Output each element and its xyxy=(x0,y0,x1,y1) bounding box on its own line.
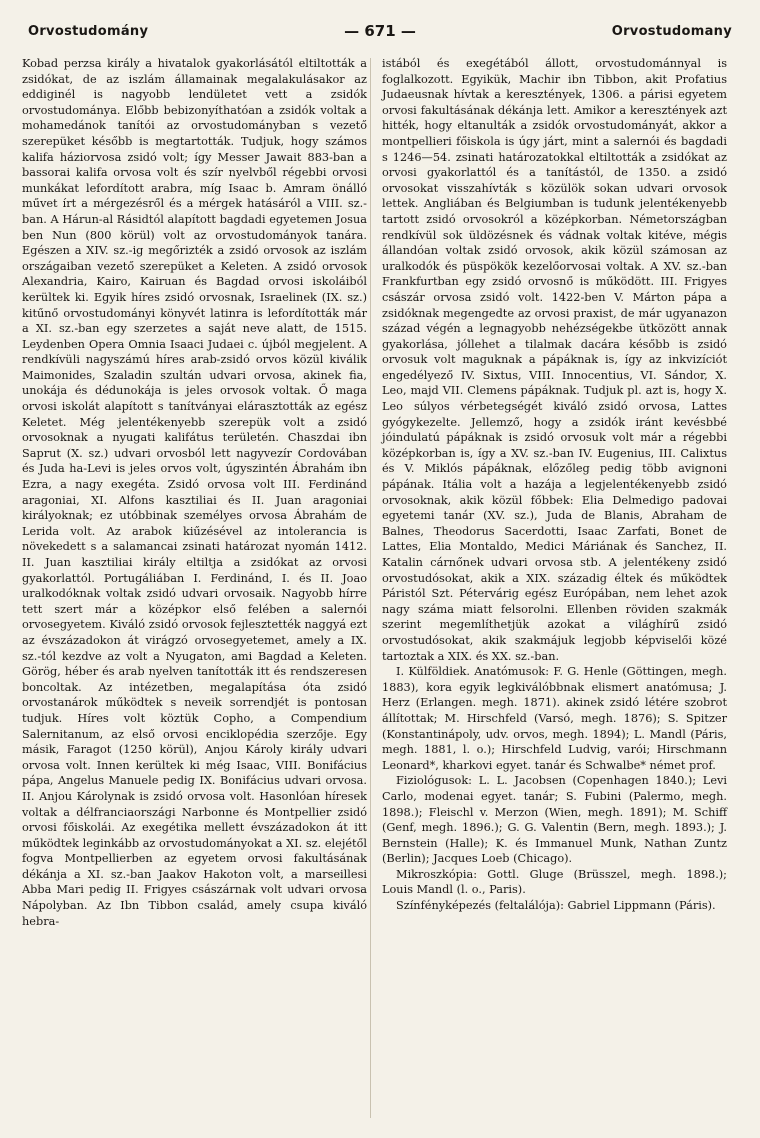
paragraph: Fiziológusok: L. L. Jacobsen (Copenhagen 1840.); Levi Carlo, modenai egyet. tanár; S. Fubini (Palermo, megh. 1898.); Fleischl v. Merzon (Wien, megh. 1891); M. Schiff (Genf, megh. 1896.); G. G. Valentin (Bern, megh. 1893.); J. Bernstein (Halle); K. és Immanuel Munk, Nathan Zuntz (Berlin); Jacques Loeb (Chicago). xyxy=(382,774,727,866)
running-head-left: Orvostudomány xyxy=(28,24,149,39)
paragraph: I. Külföldiek. Anatómusok: F. G. Henle (Göttingen, megh. 1883), kora egyik legkiválóbbnak elismert anatómusa; J. Herz (Erlangen. megh. 1871). akinek zsidó létére szobrot állítottak; M. Hirschfeld (Varsó, megh. 1876); S. Spitzer (Konstantinápoly, udv. orvos, megh. 1894); L. Mandl (Páris, megh. 1881, l. o.); Hirschfeld Ludvig, varói; Hirschmann Leonard*, kharkovi egyet. tanár és Schwalbe* német prof. xyxy=(382,665,727,772)
running-head-right: Orvostudomany xyxy=(611,24,732,39)
left-column xyxy=(22,56,367,929)
paragraph: Mikroszkópia: Gottl. Gluge (Brüsszel, megh. 1898.); Louis Mandl (l. o., Paris). xyxy=(382,867,727,897)
paragraph: istából és exegétából állott, orvostudománnyal is foglalkozott. Egyikük, Machir ibn Tibbon, akit Profatius Judaeusnak hívtak a keresztények, 1306. a párisi egyetem orvosi fakultásának dékánja lett. Amikor a keresztények azt hitték, hogy eltanulták a zsidók orvostudományát, akkor a montpellieri főiskola is úgy járt, mint a salernói és bagdadi s 1246—54. zsinati határozatokkal eltiltották a zsidókat az orvosi gyakorlattól és a tanítástól, de 1350. a zsidó orvosokat visszahívták s közülök sokan udvari orvosok lettek. Angliában és Belgiumban is tudunk jelentékenyebb tartott zsidó orvosokról a középkorban. Németországban rendkívül sok üldözésnek és vádnak voltak kitéve, mégis állandóan voltak zsidó orvosok, akik közül számosan az uralkodók és püspökök kezelőorvosai voltak. A XV. sz.-ban Frankfurtban egy zsidó orvosnő is működött. III. Frigyes császár orvosa zsidó volt. 1422-ben V. Márton pápa a zsidóknak megengedte az orvosi praxist, de már ugyanazon század végén a legnagyobb nehézségekbe ütközött annak gyakorlása, jóllehet a tilalmak dacára később is zsidó orvosuk volt maguknak a pápáknak is, így az inkvizíciót engedélyező IV. Sixtus, VIII. Innocentius, VI. Sándor, X. Leo, majd VII. Clemens pápáknak. Tudjuk pl. azt is, hogy X. Leo súlyos vérbetegségét kiváló zsidó orvosa, Lattes gyógykezelte. Jellemző, hogy a zsidók iránt kevésbbé jóindulatú pápáknak is zsidó orvosuk volt már a régebbi középkorban is, így a XV. sz.-ban IV. Eugenius, III. Calixtus és V. Miklós pápáknak, előzőleg pedig több avignoni pápának. Itália volt a hazája a legjelentékenyebb zsidó orvosoknak, akik közül főbbek: Elia Delmedigo padovai egyetemi tanár (XV. sz.), Juda de Blanis, Abraham de Balnes, Theodorus Sacerdotti, Isaac Zarfati, Bonet de Lattes, Elia Montaldo, Medici Máriának és Sanchez, II. Katalin cárnőnek udvari orvosa stb. A jelentékeny zsidó orvostudósokat, akik a XIX. századig éltek és működtek Páristól Szt. Pétervárig egész Európában, nem lehet azok nagy száma miatt felsorolni. Ellenben röviden szakmák szerint megemlíthetjük azokat a világhírű zsidó orvostudósokat, akik szakmájuk legjobb képviselői közé tartoztak a XIX. és XX. sz.-ban. xyxy=(382,57,727,663)
page-number: — 671 — xyxy=(344,22,416,40)
paragraph: Színfényképezés (feltalálója): Gabriel Lippmann (Páris). xyxy=(396,899,716,913)
column-divider xyxy=(370,58,371,1118)
page-header xyxy=(28,22,732,44)
right-column xyxy=(382,56,727,914)
paragraph: Kobad perzsa király a hivatalok gyakorlásától eltiltották a zsidókat, de az iszlám államainak megalakulásakor az eddiginél is nagyobb lendületet vett a zsidók orvostudománya. Előbb bebizonyíthatóan a zsidók voltak a mohamedánok tanítói az orvostudományban s vezető szerepüket később is megtartották. Tudjuk, hogy számos kalifa háziorvosa zsidó volt; így Messer Jawait 883-ban a bassorai kalifa orvosa volt és szír nyelvből régebbi orvosi munkákat lefordított arabra, míg Isaac b. Amram önálló művet írt a mérgezésről és a mérgek hatásáról a VIII. sz.-ban. A Hárun-al Rásidtól alapított bagdadi egyetemen Josua ben Nun (800 körül) volt az orvostudományok tanára. Egészen a XIV. sz.-ig megőrizték a zsidó orvosok az iszlám országaiban vezető szerepüket a Keleten. A zsidó orvosok Alexandria, Kairo, Kairuan és Bagdad orvosi iskoláiból kerültek ki. Egyik híres zsidó orvosnak, Israelinek (IX. sz.) kitűnő orvostudományi könyvét latinra is lefordították már a XI. sz.-ban egy szerzetes a saját neve alatt, de 1515. Leydenben Opera Omnia Isaaci Judaei c. újból megjelent. A rendkívüli nagyszámú híres arab-zsidó orvos közül kiválik Maimonides, Szaladin szultán udvari orvosa, akinek fia, unokája és dédunokája is jeles orvosok voltak. Ő maga orvosi iskolát alapított s tanítványai elárasztották az egész Keletet. Még jelentékenyebb szerepük volt a zsidó orvosoknak a nyugati kalifátus területén. Chaszdai ibn Saprut (X. sz.) udvari orvosból lett nagyvezír Cordovában és Juda ha-Levi is jeles orvos volt, úgyszintén Ábrahám ibn Ezra, a nagy exegéta. Zsidó orvosa volt III. Ferdinánd aragoniai, XI. Alfons kasztiliai és II. Juan aragoniai királyoknak; ez utóbbinak személyes orvosa Ábrahám de Lerida volt. Az arabok kiűzésével az intolerancia is növekedett s a salamancai zsinati határozat nyomán 1412. II. Juan kasztiliai király eltiltja a zsidókat az orvosi gyakorlattól. Portugáliában I. Ferdinánd, I. és II. Joao uralkodóknak voltak zsidó udvari orvosaik. Nagyobb hírre tett szert már a középkor első felében a salernói orvosegyetem. Kiváló zsidó orvosok fejlesztették naggyá ezt az évszázadokon át virágzó orvosegyetemet, amely a IX. sz.-tól kezdve az volt a Nyugaton, ami Bagdad a Keleten. Görög, héber és arab nyelven tanították itt és rendszeresen boncoltak. Az intézetben, megalapítása óta zsidó orvostanárok működtek s neveik sorrendjét is pontosan tudjuk. Híres volt köztük Copho, a Compendium Salernitanum, az első orvosi enciklopédia szerzője. Egy másik, Faragot (1250 körül), Anjou Károly király udvari orvosa volt. Innen kerültek ki még Isaac, VIII. Bonifácius pápa, Angelus Manuele pedig IX. Bonifácius udvari orvosa. II. Anjou Károlynak is zsidó orvosa volt. Hasonlóan híresek voltak a délfranciaországi Narbonne és Montpellier zsidó orvosi főiskolái. Az exegétika mellett évszázadokon át itt működtek leginkább az orvostudományokat a XI. sz. elejétől fogva Montpellierben az egyetem orvosi fakultásának dékánja a XI. sz.-ban Jaakov Hakoton volt, a marseillesi Abba Mari pedig II. Frigyes császárnak volt udvari orvosa Nápolyban. Az Ibn Tibbon család, amely csupa kiváló hebra- xyxy=(22,57,367,928)
